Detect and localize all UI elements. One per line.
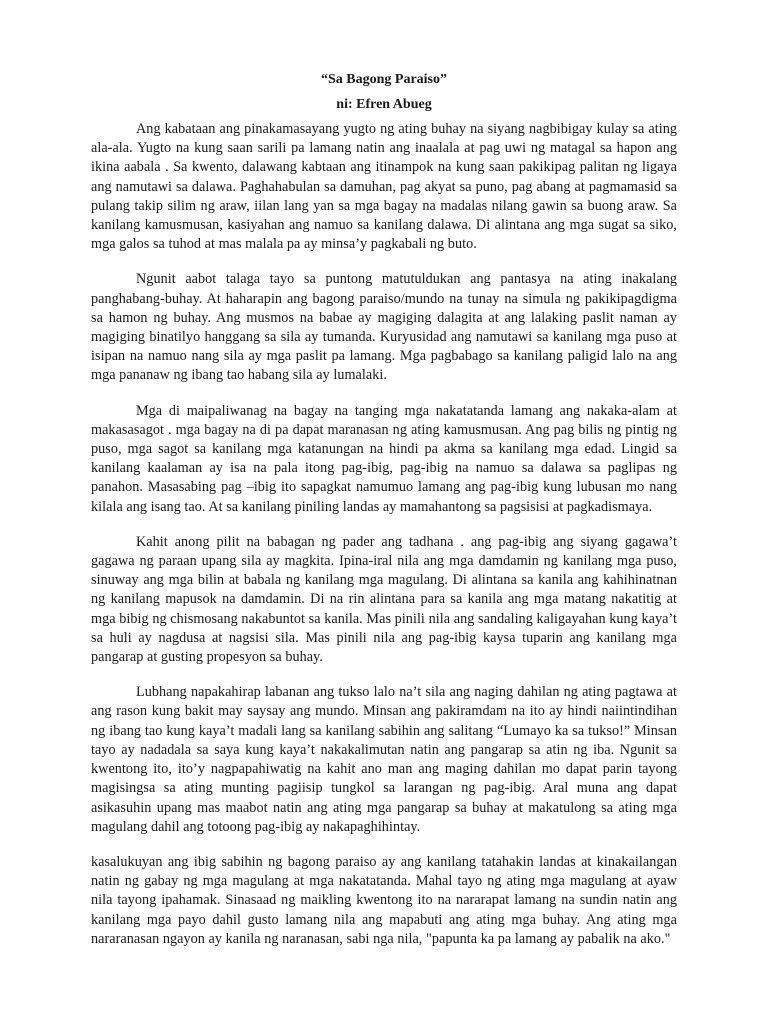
document-title: “Sa Bagong Paraiso” [320,72,447,87]
paragraph-4: Kahit anong pilit na babagan ng pader ang tadhana . ang pag-ibig ang siyang gagawa’t gagawa ng paraan upang sila ay magkita. Ipina-iral nila ang mga damdamin ng kanilang mga puso, sinuway ang mga bilin at babala ng kanilang mga magulang. Di alintana sa kanila ang kahihinatnan ng kanilang mapusok na damdamin. Di na rin alintana para sa kanila ang mga matang nakatitig at mga bibig ng chismosang nakabuntot sa kanila. Mas pinili nila ang sandaling kaligayahan kung kaya’t sa huli ay nagdusa at nagsisi sila. Mas pinili nila ang pag-ibig kaysa tuparin ang kanilang mga pangarap at gusting propesyon sa buhay. [91,533,677,666]
paragraph-6: kasalukuyan ang ibig sabihin ng bagong paraiso ay ang kanilang tatahakin landas at kinakailangan natin ng gabay ng mga magulang at mga nakatatanda. Mahal tayo ng ating mga magulang at ayaw nila tayong ipahamak. Sinasaad ng maikling kwentong ito na nararapat lamang na sundin natin ang kanilang mga payo dahil gusto lamang nila ang mapabuti ang ating mga buhay. Ang ating mga nararanasan ngayon ay kanila ng naranasan, sabi nga nila, "papunta ka pa lamang ay pabalik na ako." [91,853,677,947]
paragraph-3: Mga di maipaliwanag na bagay na tanging mga nakatatanda lamang ang nakaka-alam at makasasagot . mga bagay na di pa dapat maranasan ng ating kamusmusan. Ang pag bilis ng pintig ng puso, mga sagot sa kanilang mga katanungan na hindi pa akma sa kanilang mga edad. Lingid sa kanilang kaalaman ay isa na pala itong pag-ibig, pag-ibig na namuo sa dalawa sa paglipas ng panahon. Masasabing pag –ibig ito sapagkat namumuo lamang ang pag-ibig kung lubusan mo nang kilala ang isang tao. At sa kanilang piniling landas ay mamahantong sa pagsisisi at pagkadismaya. [91,402,677,515]
paragraph-5: Lubhang napakahirap labanan ang tukso lalo na’t sila ang naging dahilan ng ating pagtawa at ang rason kung bakit may saysay ang mundo. Minsan ang pakiramdam na ito ay hindi naiintindihan ng ibang tao kung kaya’t madali lang sa kanilang sabihin ang salitang “Lumayo ka sa tukso!” Minsan tayo ay nadadala sa saya kung kaya’t nakakalimutan natin ang pangarap sa atin ng iba. Ngunit sa kwentong ito, ito’y nagpapahiwatig na kahit ano man ang maging dahilan mo dapat parin tayong magisingsa sa ating munting pagiisip tungkol sa larangan ng pag-ibig. Aral muna ang dapat asikasuhin upang mas maabot natin ang ating mga pangarap sa buhay at makatulong sa ating mga magulang dahil ang totoong pag-ibig ay nakapaghihintay. [91,684,677,835]
document-author: ni: Efren Abueg [336,97,432,112]
paragraph-1: Ang kabataan ang pinakamasayang yugto ng ating buhay na siyang nagbibigay kulay sa ating ala-ala. Yugto na kung saan sarili pa lamang natin ang inaalala at pag uwi ng matagal sa hapon ang ikina aabala . Sa kwento, dalawang kabtaan ang itinampok na kung saan pakikipag palitan ng ligaya ang namutawi sa dalawa. Paghahabulan sa damuhan, pag akyat sa puno, pag abang at pagmamasid sa pulang takip silim ng araw, iilan lang yan sa mga bagay na madalas nilang gawin sa buong araw. Sa kanilang kamusmusan, kasiyahan ang namuo sa kanilang dalawa. Di alintana ang mga sugat sa siko, mga galos sa tuhod at mas malala pa ay minsa’y pagkabali ng buto. [91,121,677,253]
paragraph-2: Ngunit aabot talaga tayo sa puntong matutuldukan ang pantasya na ating inakalang panghabang-buhay. At haharapin ang bagong paraiso/mundo na tunay na simula ng pakikipagdigma sa hamon ng buhay. Ang musmos na babae ay magiging dalagita at ang lalaking paslit naman ay magiging binatilyo hanggang sa sila ay tumanda. Kuryusidad ang namutawi sa kanilang mga puso at isipan na namuo nang sila ay mga paslit pa lamang. Mga pagbabago sa kanilang paligid lalo na ang mga pananaw ng ibang tao habang sila ay lumalaki. [91,271,677,384]
